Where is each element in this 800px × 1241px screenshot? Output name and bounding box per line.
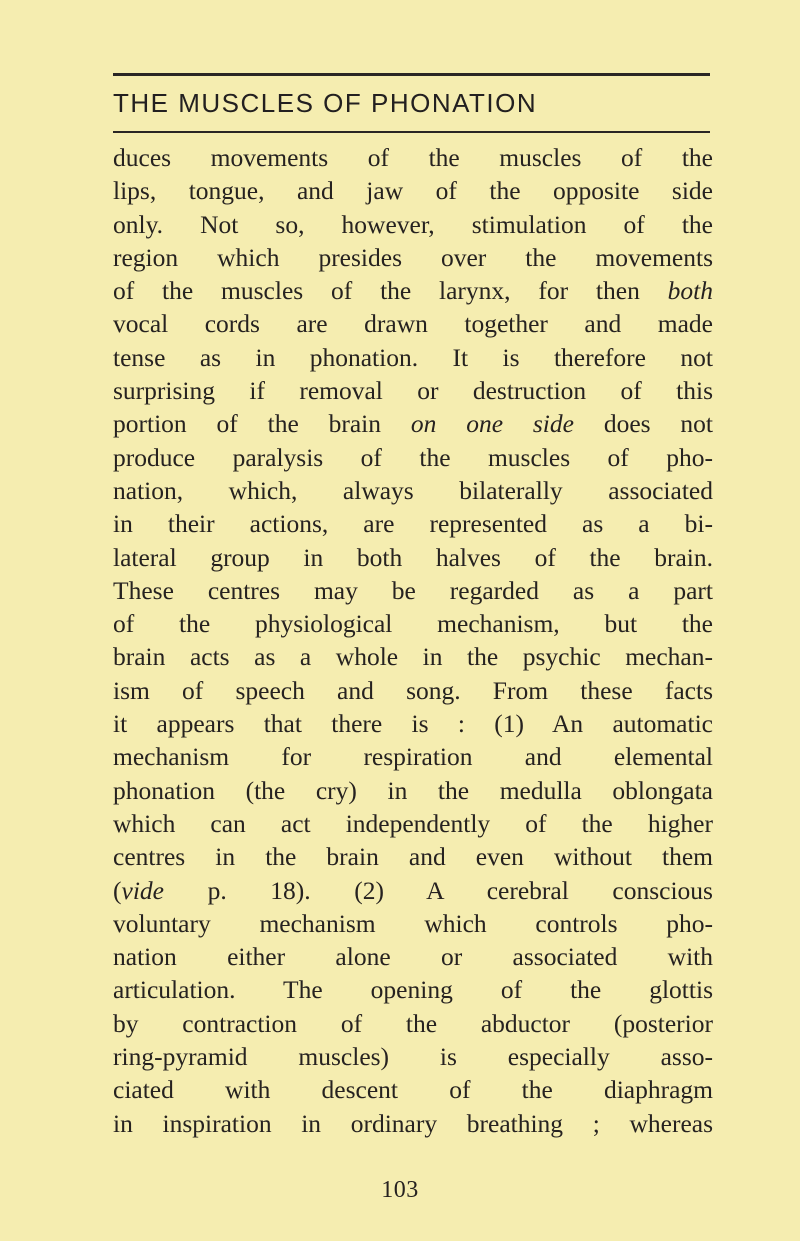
running-head: THE MUSCLES OF PHONATION — [113, 88, 538, 118]
text-line: mechanism for respiration and elemental — [113, 742, 713, 772]
text-line: (vide p. 18). (2) A cerebral conscious — [113, 875, 713, 905]
text-line: articulation. The opening of the glottis — [113, 975, 713, 1005]
text-line: ring-pyramid muscles) is especially asso- — [113, 1042, 713, 1072]
text-line: portion of the brain on one side does not — [113, 409, 713, 439]
text-line: duces movements of the muscles of the — [113, 143, 713, 172]
text-line: centres in the brain and even without them — [113, 842, 713, 872]
text-line: which can act independently of the higher — [113, 808, 713, 838]
body-text — [113, 141, 713, 1140]
header-rule-bottom — [113, 131, 710, 133]
text-line: phonation (the cry) in the medulla oblongata — [113, 775, 713, 805]
text-line: only. Not so, however, stimulation of the — [113, 209, 713, 239]
text-line: tense as in phonation. It is therefore not — [113, 342, 713, 372]
text-line: ciated with descent of the diaphragm — [113, 1075, 713, 1105]
text-line: vocal cords are drawn together and made — [113, 309, 713, 339]
italic-text: on one side — [410, 409, 574, 439]
text-line: brain acts as a whole in the psychic mechan- — [113, 642, 713, 672]
text-line: in inspiration in ordinary breathing ; whereas — [113, 1108, 713, 1138]
text-line: These centres may be regarded as a part — [113, 575, 713, 605]
text-line: it appears that there is : (1) An automatic — [113, 709, 713, 739]
text-line: nation either alone or associated with — [113, 942, 713, 972]
text-line: region which presides over the movements — [113, 242, 713, 272]
text-line: lateral group in both halves of the brain. — [113, 542, 713, 572]
text-line: produce paralysis of the muscles of pho- — [113, 442, 713, 472]
italic-text: vide — [121, 875, 164, 905]
italic-text: both — [667, 276, 713, 306]
text-line: voluntary mechanism which controls pho- — [113, 908, 713, 938]
text-line: in their actions, are represented as a bi- — [113, 509, 713, 539]
text-line: of the physiological mechanism, but the — [113, 609, 713, 639]
text-line: ism of speech and song. From these facts — [113, 675, 713, 705]
header-rule-top — [113, 73, 710, 76]
page-number: 103 — [381, 1177, 419, 1203]
text-line: nation, which, always bilaterally associated — [113, 475, 713, 505]
text-line: by contraction of the abductor (posterior — [113, 1008, 713, 1038]
text-line: surprising if removal or destruction of this — [113, 376, 713, 406]
text-line: of the muscles of the larynx, for then both — [113, 276, 713, 306]
text-line: lips, tongue, and jaw of the opposite side — [113, 176, 713, 206]
